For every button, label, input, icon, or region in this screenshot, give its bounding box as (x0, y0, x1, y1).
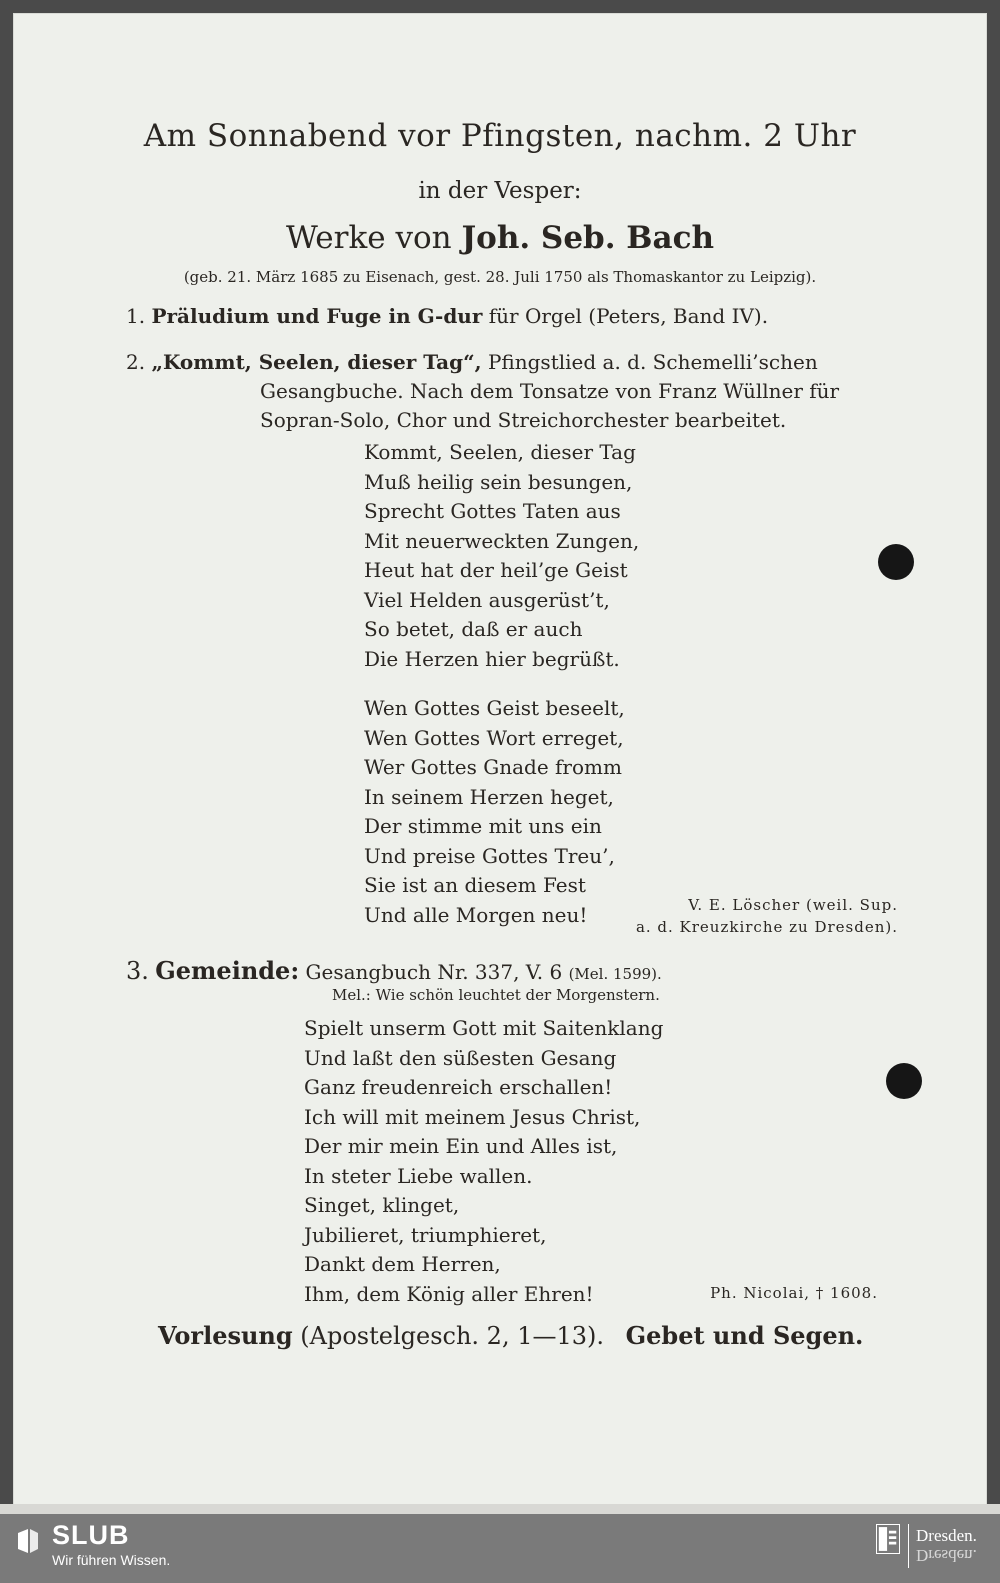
item-3 (126, 956, 662, 985)
footer-divider (908, 1524, 909, 1568)
item-1-number: 1. (126, 304, 146, 328)
heading-vesper: in der Vesper: (418, 178, 582, 204)
melody-note: Mel.: Wie schön leuchtet der Morgenstern. (332, 986, 660, 1004)
stanza-2-line: Wen Gottes Geist beseelt, (364, 696, 625, 720)
item-3-title: Gemeinde: (155, 956, 300, 985)
item-2-desc-2: Gesangbuche. Nach dem Tonsatze von Franz Wüllner für (260, 379, 840, 403)
hymn-line: Spielt unserm Gott mit Saitenklang (304, 1016, 664, 1040)
stanza-1-line: Heut hat der heil’ge Geist (364, 558, 628, 582)
hymn-line: Und laßt den süßesten Gesang (304, 1045, 617, 1070)
attribution-nicolai: Ph. Nicolai, † 1608. (710, 1284, 878, 1302)
item-1-desc: für Orgel (Peters, Band IV). (488, 304, 769, 328)
hymn-line: Ich will mit meinem Jesus Christ, (304, 1104, 641, 1129)
slub-tagline: Wir führen Wissen. (52, 1552, 171, 1568)
punch-hole (886, 1063, 922, 1099)
document-page (14, 14, 986, 1504)
punch-hole (878, 544, 914, 580)
item-2-title: „Kommt, Seelen, dieser Tag“, (151, 350, 482, 374)
stanza-1 (364, 438, 639, 674)
item-3-hymnal: Gesangbuch Nr. 337, V. 6 (305, 960, 563, 984)
attribution-loescher-1: V. E. Löscher (weil. Sup. (688, 896, 898, 914)
hymn-verse (304, 1014, 663, 1309)
stanza-2-line: Und preise Gottes Treu’, (364, 843, 615, 868)
stanza-2-line: In seinem Herzen heget, (364, 784, 614, 809)
reading-reference: (Apostelgesch. 2, 1—13). (300, 1322, 605, 1350)
stanza-1-line: Mit neuerweckten Zungen, (364, 528, 640, 553)
stanza-1-line: Die Herzen hier begrüßt. (364, 646, 620, 671)
reading-label: Vorlesung (158, 1321, 293, 1350)
prayer-label: Gebet und Segen. (625, 1321, 864, 1350)
stanza-2 (364, 694, 625, 930)
stanza-2-line: Und alle Morgen neu! (364, 902, 588, 927)
item-3-number: 3. (126, 957, 149, 985)
stanza-1-line: Kommt, Seelen, dieser Tag (364, 440, 636, 464)
hymn-line: Dankt dem Herren, (304, 1252, 501, 1276)
stanza-1-line: Viel Helden ausgerüst’t, (364, 587, 610, 612)
hymn-line: In steter Liebe wallen. (304, 1163, 533, 1188)
stanza-2-line: Wer Gottes Gnade fromm (364, 755, 622, 779)
dresden-label[interactable]: Dresden. (916, 1526, 977, 1545)
hymn-line: Der mir mein Ein und Alles ist, (304, 1134, 618, 1158)
composer-dates: (geb. 21. März 1685 zu Eisenach, gest. 28. Juli 1750 als Thomaskantor zu Leipzig). (183, 268, 817, 286)
stanza-2-line: Der stimme mit uns ein (364, 814, 602, 838)
slub-brand[interactable]: SLUB (52, 1520, 130, 1550)
item-2-number: 2. (126, 350, 146, 374)
hymn-line: Singet, klinget, (304, 1193, 460, 1217)
item-2-desc-1: Pfingstlied a. d. Schemelli’schen (487, 350, 818, 374)
page-edge (0, 1504, 1000, 1514)
item-1 (126, 304, 768, 328)
hymn-line: Jubilieret, triumphieret, (304, 1222, 547, 1247)
stanza-2-line: Wen Gottes Wort erreget, (364, 725, 624, 750)
stanza-1-line: Muß heilig sein besungen, (364, 469, 633, 494)
closing-line (158, 1321, 863, 1350)
heading-prefix: Werke von (285, 220, 452, 256)
heading-composer (14, 220, 986, 256)
hymn-line: Ihm, dem König aller Ehren! (304, 1281, 594, 1306)
slub-book-icon (16, 1527, 40, 1555)
attribution-loescher-2: a. d. Kreuzkirche zu Dresden). (635, 918, 898, 936)
stanza-1-line: So betet, daß er auch (364, 617, 583, 641)
item-2-line1 (126, 350, 818, 374)
dresden-crest-icon (876, 1524, 900, 1554)
stanza-1-line: Sprecht Gottes Taten aus (364, 499, 621, 523)
item-1-title: Präludium und Fuge in G-dur (151, 304, 483, 328)
dresden-label-reflection: Dresden. (916, 1546, 977, 1565)
item-3-mel-number: (Mel. 1599). (568, 965, 662, 983)
heading-composer-name: Joh. Seb. Bach (461, 220, 715, 256)
viewer-footer (0, 1514, 1000, 1583)
hymn-line: Ganz freudenreich erschallen! (304, 1075, 613, 1099)
heading-date: Am Sonnabend vor Pfingsten, nachm. 2 Uhr (143, 118, 857, 154)
item-2-desc-3: Sopran-Solo, Chor und Streichorchester bearbeitet. (260, 408, 787, 432)
stanza-2-line: Sie ist an diesem Fest (364, 873, 586, 897)
